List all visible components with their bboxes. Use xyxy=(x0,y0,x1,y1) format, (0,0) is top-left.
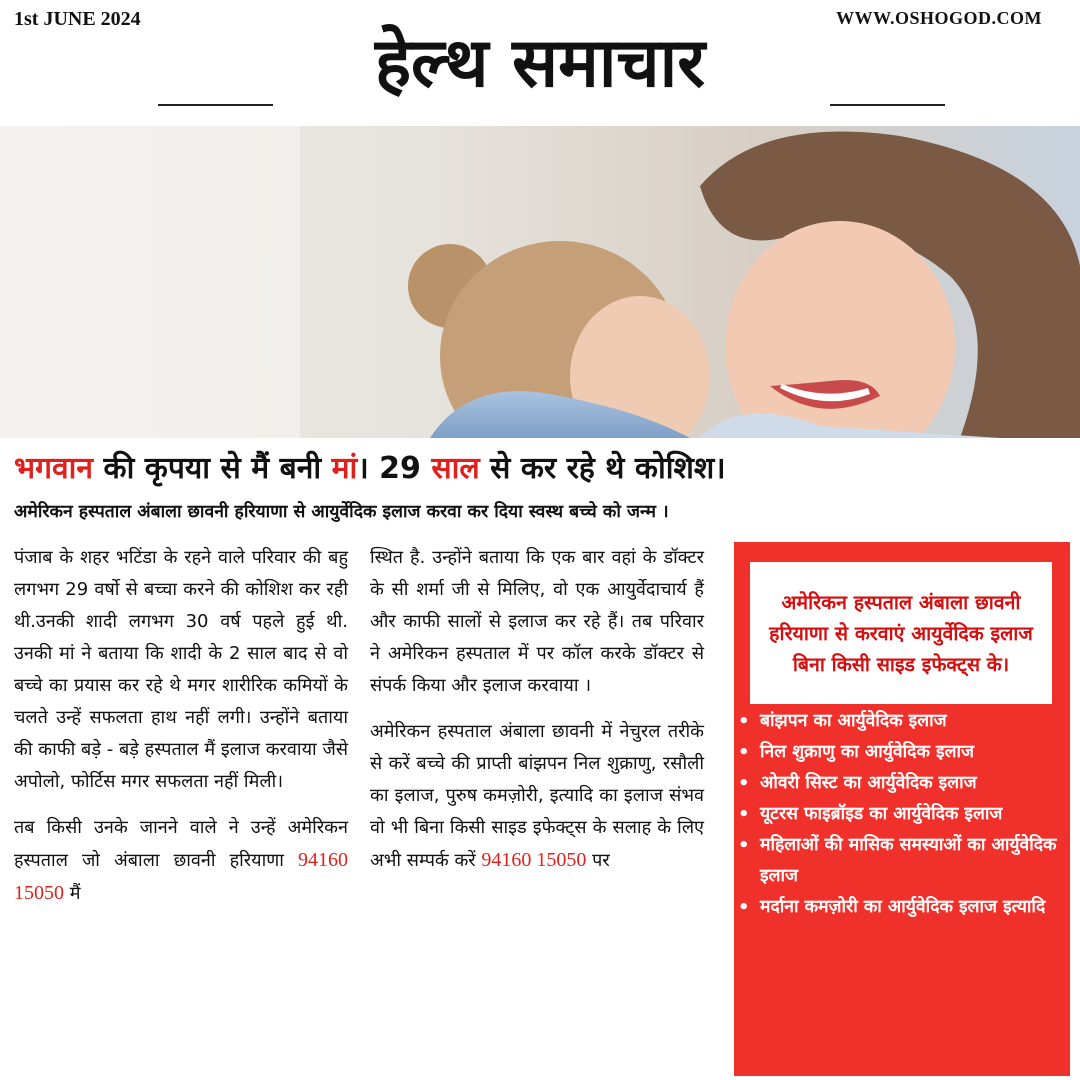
list-item xyxy=(734,737,1070,768)
phone-number: 94160 15050 xyxy=(481,849,587,871)
headline-word-1: भगवान xyxy=(14,451,94,486)
bullet-icon: • xyxy=(738,711,750,732)
bullet-icon: • xyxy=(738,897,750,918)
list-item-label: ओवरी सिस्ट का आर्युवेदिक इलाज xyxy=(760,773,977,793)
sidebar-panel xyxy=(734,542,1070,1076)
article-column-1 xyxy=(14,542,348,924)
phone-number: 94160 15050 xyxy=(14,849,348,904)
list-item xyxy=(734,830,1070,892)
list-item-label: निल शुक्राणु का आर्युवेदिक इलाज xyxy=(760,742,974,762)
list-item-label: मर्दाना कमज़ोरी का आर्युवेदिक इलाज इत्यादि xyxy=(760,897,1046,917)
article-paragraph: स्थित है. उन्होंने बताया कि एक बार वहां के डॉक्टर के सी शर्मा जी से मिलिए, वो एक आयुर्वेदाचार्य हैं और काफी सालों से इलाज कर रहे हैं। तब परिवार ने अमेरिकन हस्पताल में पर कॉल करके डॉक्टर से संपर्क किया और इलाज करवाया । xyxy=(370,547,704,696)
headline-word-2: की कृपया से मैं बनी xyxy=(93,451,332,486)
article-paragraph xyxy=(370,716,704,877)
bullet-icon: • xyxy=(738,835,750,856)
bullet-icon: • xyxy=(738,773,750,794)
masthead-rule-left xyxy=(158,104,273,106)
sub-headline: अमेरिकन हस्पताल अंबाला छावनी हरियाणा से आयुर्वेदिक इलाज करवा कर दिया स्वस्थ बच्चे को जन्म । xyxy=(14,502,669,522)
headline-word-3: मां xyxy=(331,451,358,486)
list-item xyxy=(734,892,1070,923)
list-item xyxy=(734,706,1070,737)
list-item-label: महिलाओं की मासिक समस्याओं का आर्युवेदिक इलाज xyxy=(760,835,1057,886)
main-headline xyxy=(14,446,1074,492)
publication-date: 1st JUNE 2024 xyxy=(14,8,141,30)
bullet-icon: • xyxy=(738,804,750,825)
article-paragraph: पंजाब के शहर भटिंडा के रहने वाले परिवार की बहु लगभग 29 वर्षो से बच्चा करने की कोशिश कर रही थी.उनकी शादी लगभग 30 वर्ष पहले हुई थी. उनकी मां ने बताया कि शादी के 2 साल बाद से वो बच्चे का प्रयास कर रहे थे मगर शारीरिक कमियों के चलते उन्हें सफलता हाथ नहीं लगी। उन्होंने बताया की काफी बड़े - बड़े हस्पताल मैं इलाज करवाया जैसे अपोलो, फोर्टिस मगर सफलता नहीं मिली। xyxy=(14,547,348,792)
sidebar-callout-box xyxy=(750,562,1052,704)
hero-illustration xyxy=(0,126,1080,438)
headline-word-4: । 29 xyxy=(357,451,432,486)
masthead-title: हेल्थ समाचार xyxy=(374,24,706,103)
article-column-2 xyxy=(370,542,704,891)
list-item-label: बांझपन का आर्युवेदिक इलाज xyxy=(760,711,947,731)
hero-photo xyxy=(0,126,1080,438)
article-paragraph xyxy=(14,812,348,910)
headline-word-6: से कर रहे थे कोशिश। xyxy=(479,451,726,486)
article-text: मैं xyxy=(64,883,81,904)
masthead-rule-right xyxy=(830,104,945,106)
article-text: तब किसी उनके जानने वाले ने उन्हें अमेरिकन हस्पताल जो अंबाला छावनी हरियाणा xyxy=(14,817,348,871)
headline-word-5: साल xyxy=(431,451,480,486)
treatment-list xyxy=(734,706,1070,923)
website-url: WWW.OSHOGOD.COM xyxy=(836,8,1042,28)
sidebar-callout-text: अमेरिकन हस्पताल अंबाला छावनी हरियाणा से करवाएं आयुर्वेदिक इलाज बिना किसी साइड इफेक्ट्स के। xyxy=(769,590,1033,676)
article-text: अमेरिकन हस्पताल अंबाला छावनी में नेचुरल तरीके से करें बच्चे की प्राप्ती बांझपन निल शुक्राणु, रसौली का इलाज, पुरुष कमज़ोरी, इत्यादि का इलाज संभव वो भी बिना किसी साइड इफेक्ट्स के सलाह के लिए अभी सम्पर्क करें xyxy=(370,721,704,871)
article-text: पर xyxy=(586,850,610,871)
list-item xyxy=(734,799,1070,830)
bullet-icon: • xyxy=(738,742,750,763)
list-item xyxy=(734,768,1070,799)
list-item-label: यूटरस फाइब्रॉइड का आर्युवेदिक इलाज xyxy=(760,804,1003,824)
